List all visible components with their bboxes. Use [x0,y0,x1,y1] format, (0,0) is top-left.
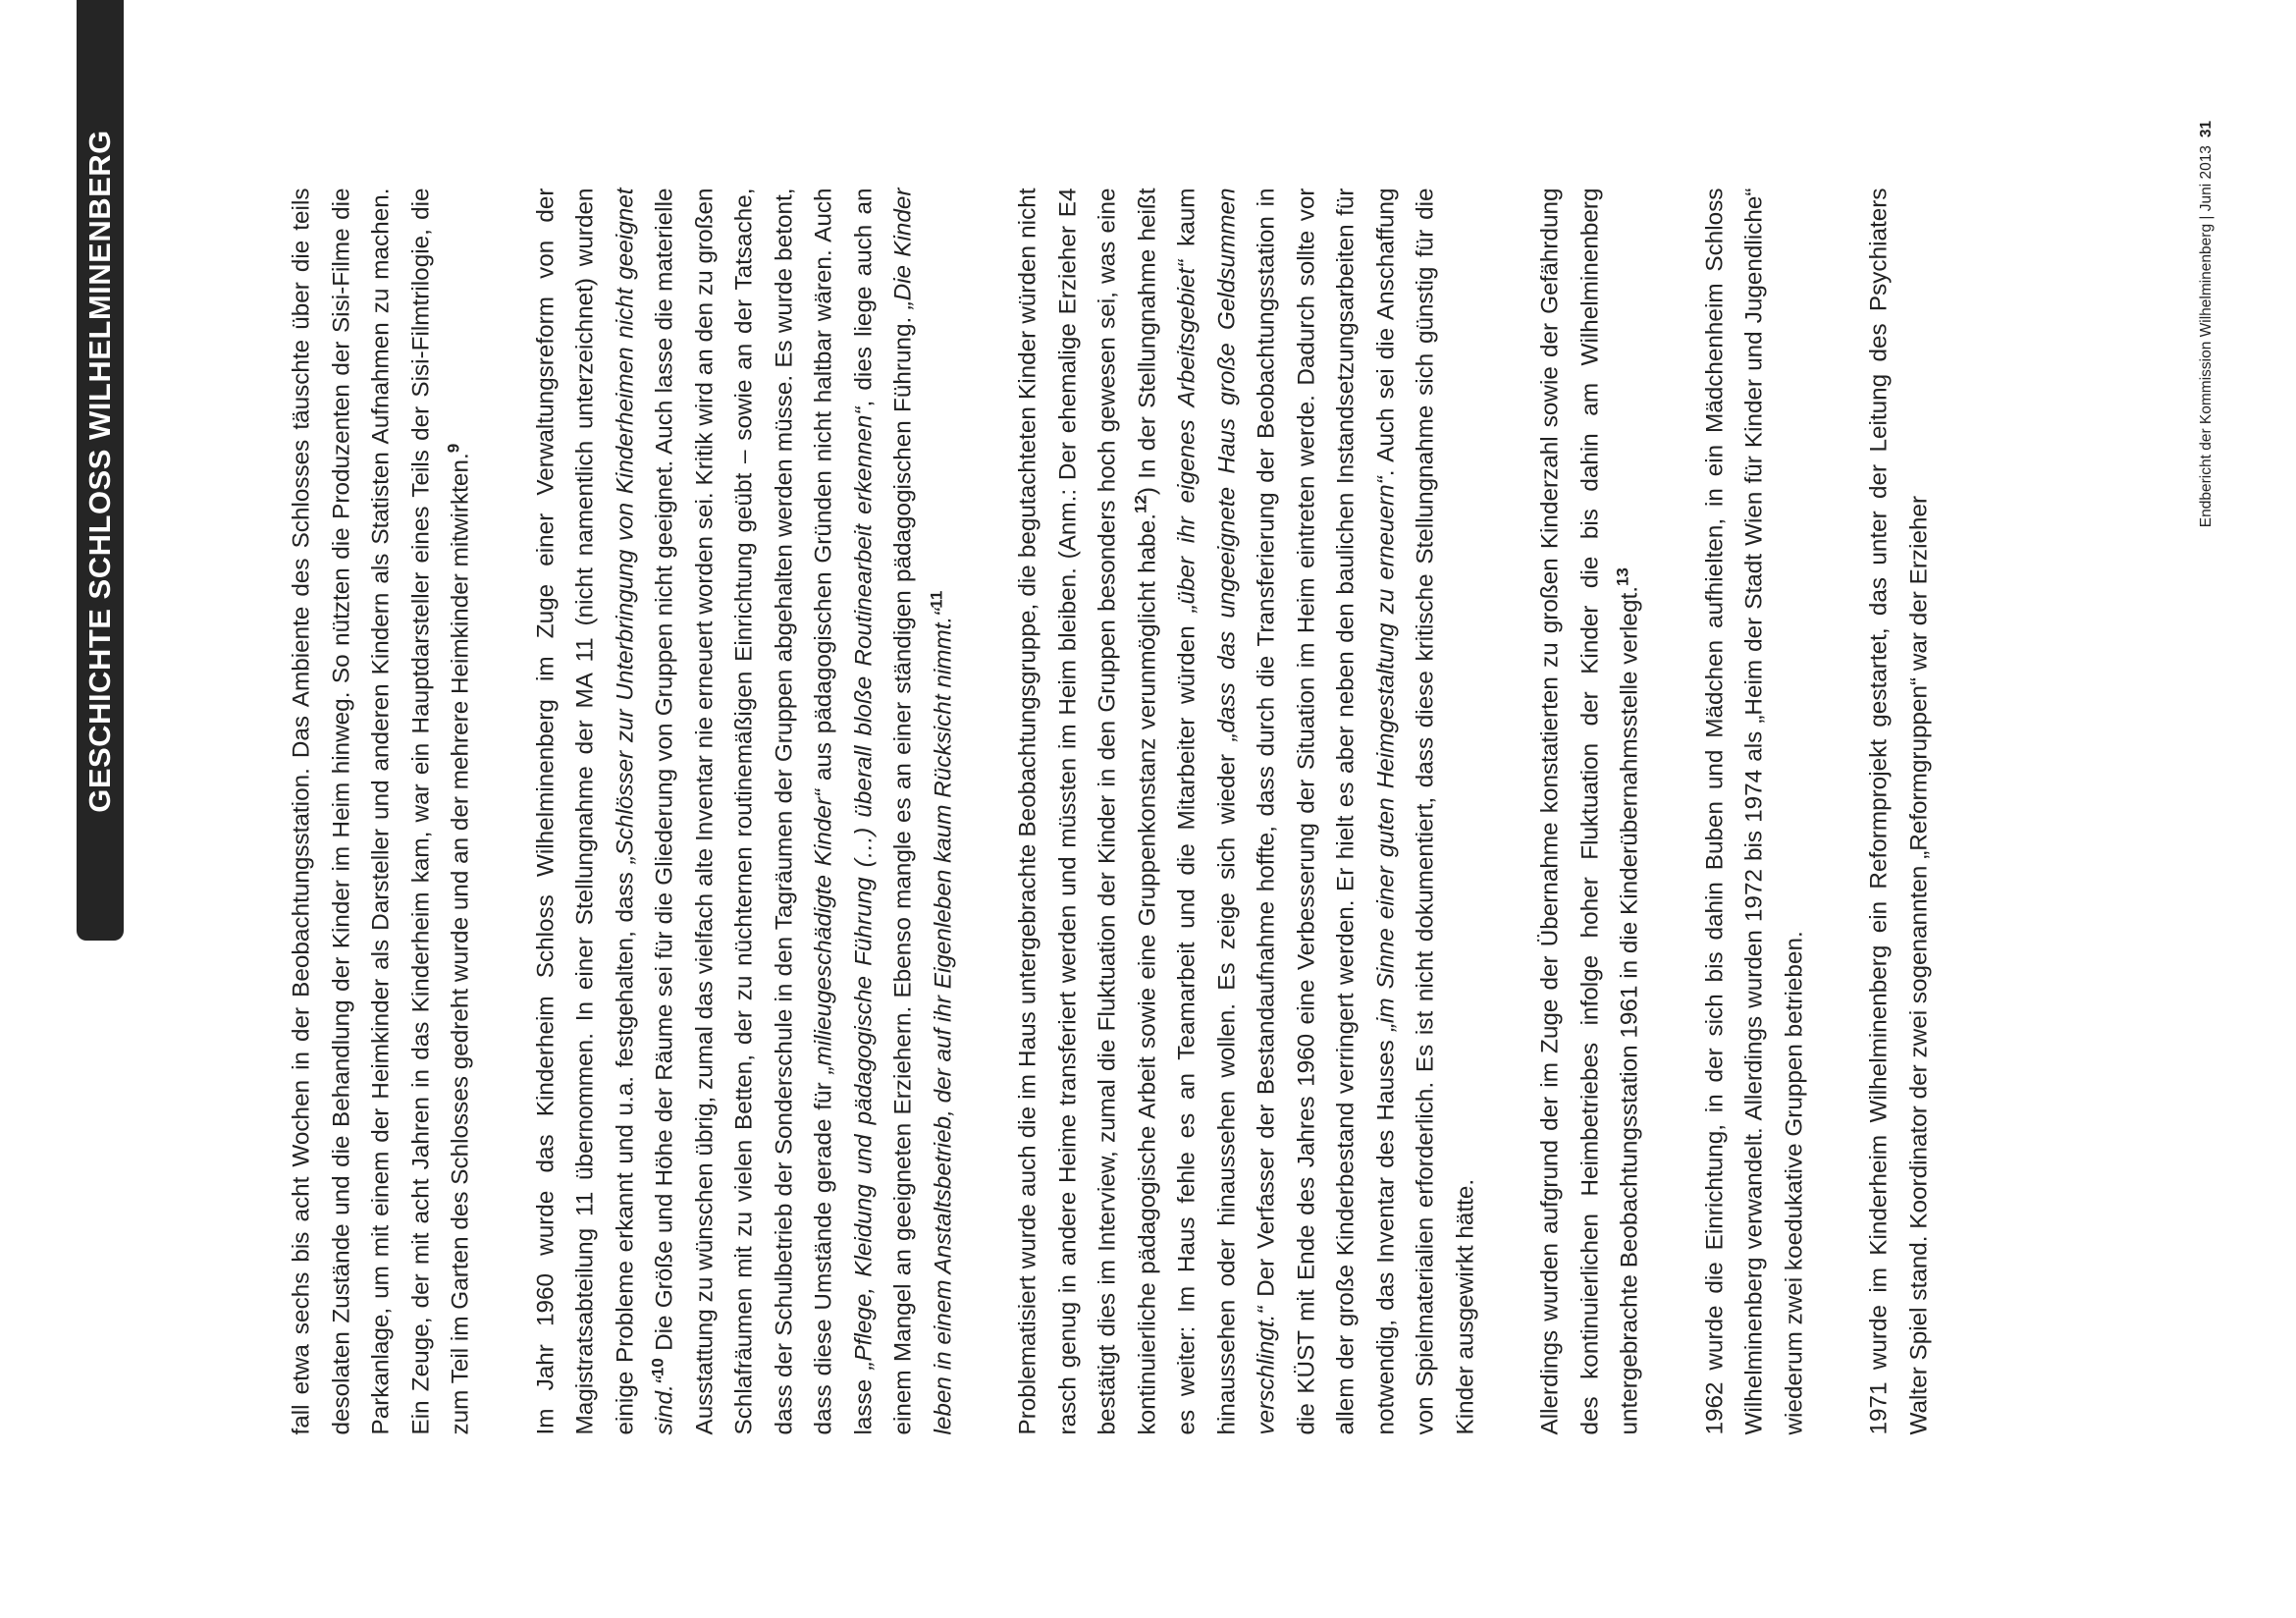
footnote-ref: 13 [1613,566,1632,586]
text-run: fall etwa sechs bis acht Wochen in der Beobachtungsstation. Das Ambiente des Schlosses täuschte über die teils desolaten Zustände und die Behandlung der Kinder im Heim hinweg. So nützten die Produzenten der Sisi-Filme die Parkanlage, um mit einem der Heimkinder als Darsteller und anderen Kindern als Statisten Aufnahmen zu machen. Ein Zeuge, der mit acht Jahren in das Kinderheim kam, war ein Hauptdarsteller eines Teils der Sisi-Filmtrilogie, die zum Teil im Garten des Schlosses gedreht wurde und an der mehrere Heimkinder mitwirkten. [288,188,474,1434]
quoted-text: „über ihr eigenes Arbeitsgebiet“ [1173,259,1201,613]
text-run: Allerdings wurden aufgrund der im Zuge der Übernahme konstatierten zu großen Kinderzahl sowie der Gefährdung des kontinuierlichen Heimbetriebes infolge hoher Fluktuation der Kinder die bis dahin am Wilhelminenberg untergebrachte Beobachtungsstation 1961 in die Kinderübernahmsstelle verlegt. [1536,188,1643,1434]
footnote-ref: 9 [444,443,463,453]
quoted-text: „im Sinne einer guten Heimgestaltung zu erneuern“ [1372,475,1399,1031]
paragraph [1860,188,1940,1434]
footnote-ref: 10 [648,1357,667,1376]
text-run: Problematisiert wurde auch die im Haus untergebrachte Beobachtungsgruppe, die begutachteten Kinder würden nicht rasch genug in andere Heime transferiert werden und müssten im Heim bleiben. (Anm.: Der ehemalige Erzieher E4 bestätigt dies im Interview, zumal die Fluktuation der Kinder in den Gruppen besonders hoch gewesen sei, was eine kontinuierliche pädagogische Arbeit sowie eine Gruppenkonstanz verunmöglicht habe. [1014,188,1160,1434]
text-run: 1971 wurde im Kinderheim Wilhelminenberg ein Reformprojekt gestartet, das unter der Leitung des Psychiaters Walter Spiel stand. Koordinator der zwei sogenannten „Reformgruppen“ war der Erzieher [1865,188,1932,1434]
footnote-ref: 12 [1130,494,1149,513]
text-run: Der Verfasser der Bestandaufnahme hoffte, dass durch die Transferierung der Beobachtungsstation in die KÜST mit Ende des Jahres 1960 eine Verbesserung der Situation im Heim eintreten werde. Dadurch sollte vor allem der große Kinderbestand verringert werden. Er hielt es aber neben den baulichen Instandsetzungsarbeiten für notwendig, das Inventar des Hauses [1253,188,1399,1434]
page-footer [2195,49,2218,599]
quoted-text: „Die Kinder leben in einem Anstaltsbetrieb, der auf ihr Eigenleben kaum Rücksicht nimmt.“ [889,188,956,1434]
text-run: , dies liege auch an einem Mangel an geeigneten Erziehern. Ebenso mangle es an einer ständigen pädagogischen Führung. [850,188,917,1434]
text-run: Die Größe und Höhe der Räume sei für die Gliederung von Gruppen nicht geeignet. Auch lasse die materielle Ausstattung zu wünschen übrig, zumal das vielfach alte Inventar nie erneuert worden sei. Kritik wird an den zu großen Schlafräumen mit zu vielen Betten, der zu nüchternen routinemäßigen Einrichtung geübt – sowie an der Tatsache, dass der Schulbetrieb der Sonderschule in den Tagräumen der Gruppen abgehalten werden müsse. Es wurde betont, dass diese Umstände gerade für [651,188,837,1434]
footnote-ref: 11 [926,590,945,609]
section-title: GESCHICHTE SCHLOSS WILHELMINENBERG [82,130,117,813]
text-run: aus pädagogischen Gründen nicht haltbar wären. Auch lasse [810,188,877,1434]
paragraph [526,188,964,1434]
quoted-text: „Pflege, Kleidung und pädagogische Führung (…) überall bloße Routinearbeit erkennen“ [850,405,877,1370]
text-run: Im Jahr 1960 wurde das Kinderheim Schloss Wilhelminenberg im Zuge einer Verwaltungsreform von der Magistratsabteilung 11 übernommen. In einer Stellungnahme der MA 11 (nicht namentlich unterzeichnet) wurden einige Probleme erkannt und u.a. festgehalten, dass [532,188,638,1434]
text-run: kaum hinaussehen oder hinaussehen wollen. Es zeige sich wieder [1173,188,1240,1434]
paragraph [1531,188,1651,1434]
paragraph [1009,188,1486,1434]
paragraph [283,188,482,1434]
quoted-text: „milieugeschädigte Kinder“ [810,788,837,1074]
body-text [283,188,1940,1434]
text-run: 1962 wurde die Einrichtung, in der sich bis dahin Buben und Mädchen aufhielten, in ein Mädchenheim Schloss Wilhelminenberg verwandelt. Allerdings wurden 1972 bis 1974 als „Heim der Stadt Wien für Kinder und Jugendliche“ wiederum zwei koedukative Gruppen betrieben. [1701,188,1807,1434]
quoted-text: „dass das ungeeignete Haus große Geldsummen verschlingt.“ [1213,188,1280,1434]
paragraph [1695,188,1815,1434]
text-run: . Auch sei die Anschaffung von Spielmaterialien erforderlich. Es ist nicht dokumentiert, dass diese kritische Stellungnahme sich günstig für die Kinder ausgewirkt hätte. [1372,188,1478,1434]
text-run: ) In der Stellungnahme heißt es weiter: Im Haus fehle es an Teamarbeit und die Mitarbeiter würden [1134,188,1201,1434]
quoted-text: „Schlösser zur Unterbringung von Kinderheimen nicht geeignet sind.“ [612,188,678,1434]
footer-text: Endbericht der Kommission Wilhelminenberg | Juni 2013 [2198,145,2215,528]
page-number: 31 [2198,120,2215,138]
